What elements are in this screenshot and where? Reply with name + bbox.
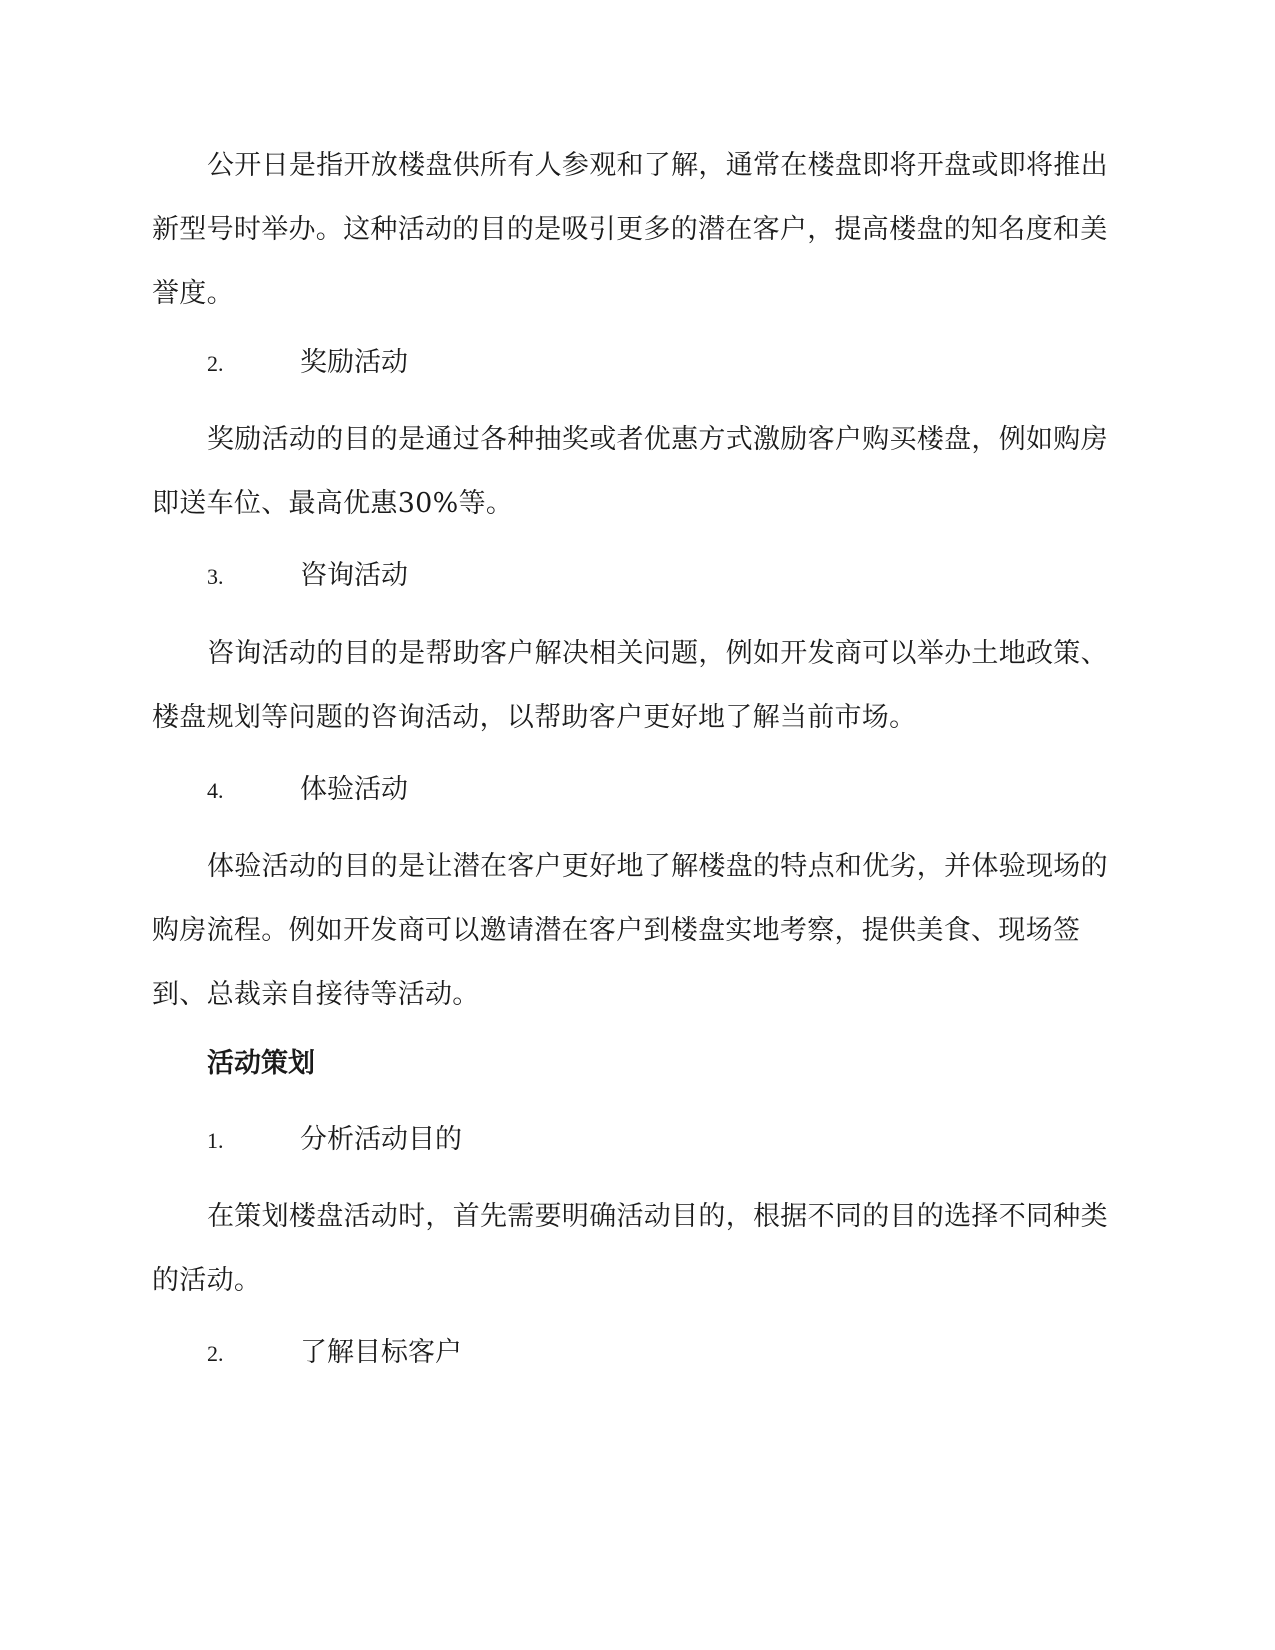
- list-item-label: 咨询活动: [300, 560, 408, 591]
- paragraph-analyze-goal: 在策划楼盘活动时，首先需要明确活动目的，根据不同的目的选择不同种类的活动。: [152, 1201, 1108, 1296]
- list-item-label: 体验活动: [300, 774, 408, 805]
- list-item-analyze-goal: [207, 1120, 1107, 1161]
- list-number: 1.: [207, 1128, 224, 1153]
- list-item-label: 奖励活动: [300, 347, 408, 378]
- paragraph-experience-activity: 体验活动的目的是让潜在客户更好地了解楼盘的特点和优劣，并体验现场的购房流程。例如开发商可以邀请潜在客户到楼盘实地考察，提供美食、现场签到、总裁亲自接待等活动。: [152, 851, 1108, 1010]
- list-item-target-customer: [207, 1333, 1107, 1374]
- list-number: 2.: [207, 351, 224, 376]
- paragraph-consult-activity: 咨询活动的目的是帮助客户解决相关问题，例如开发商可以举办土地政策、楼盘规划等问题的咨询活动，以帮助客户更好地了解当前市场。: [152, 638, 1108, 733]
- paragraph-reward-activity: 奖励活动的目的是通过各种抽奖或者优惠方式激励客户购买楼盘，例如购房即送车位、最高优惠30%等。: [152, 424, 1108, 519]
- paragraph-open-day: 公开日是指开放楼盘供所有人参观和了解，通常在楼盘即将开盘或即将推出新型号时举办。这种活动的目的是吸引更多的潜在客户，提高楼盘的知名度和美誉度。: [152, 150, 1108, 309]
- list-number: 3.: [207, 564, 224, 589]
- list-number: 2.: [207, 1341, 224, 1366]
- list-item-reward-activity: [207, 343, 1107, 384]
- section-heading-activity-planning: 活动策划: [207, 1048, 315, 1079]
- list-item-label: 分析活动目的: [300, 1124, 462, 1155]
- list-number: 4.: [207, 778, 224, 803]
- list-item-experience-activity: [207, 770, 1107, 811]
- list-item-consult-activity: [207, 556, 1107, 597]
- list-item-label: 了解目标客户: [300, 1337, 462, 1368]
